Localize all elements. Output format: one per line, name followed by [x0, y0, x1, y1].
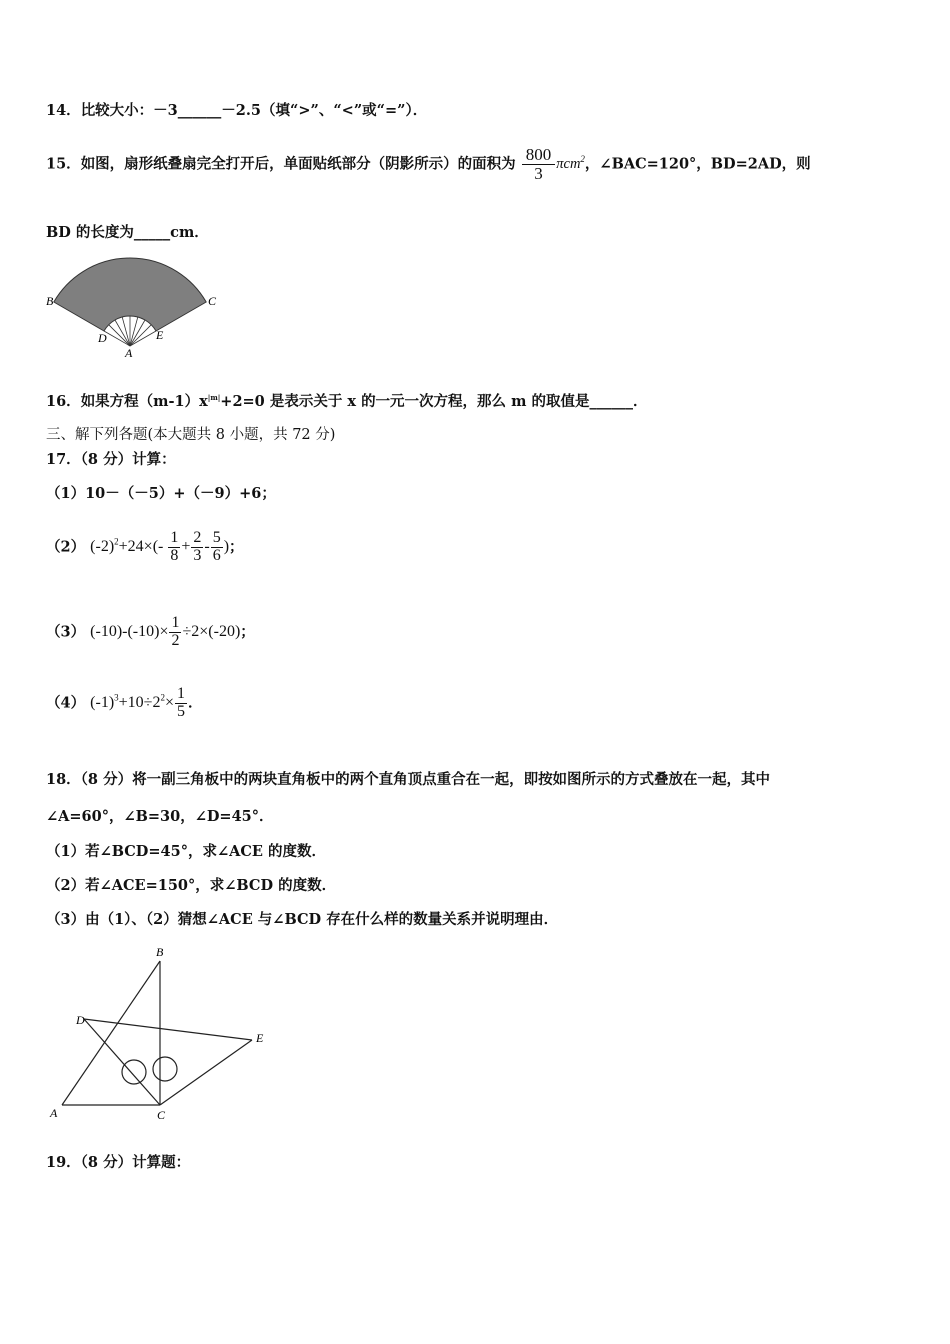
p3-fraction-den: 2 [171, 631, 180, 649]
part-2-label: （2） [46, 538, 86, 556]
p2-fraction-1-den: 8 [170, 546, 179, 564]
section-3-heading: 三、解下列各题(本大题共 8 小题，共 72 分) [46, 427, 336, 443]
p2-end: ； [229, 538, 244, 556]
question-15-text-a: 如图，扇形纸叠扇完全打开后，单面贴纸部分（阴影所示）的面积为 [80, 155, 516, 173]
p2-minus: - [204, 537, 210, 555]
fan-figure [44, 254, 224, 358]
triangle-label-e: E [256, 1031, 264, 1045]
p2-fraction-3-num: 5 [212, 529, 221, 546]
question-16 [46, 394, 648, 409]
question-17-part-2 [46, 530, 244, 565]
p2-fraction-2-num: 2 [193, 529, 202, 546]
p2-term-a: (-2) [90, 537, 115, 555]
question-15-number: 15． [46, 155, 81, 173]
segment-dc [84, 1019, 160, 1105]
segment-ab [62, 961, 160, 1105]
p2-fraction-1-num: 1 [170, 529, 179, 546]
p4-exponent-2: 2 [160, 692, 165, 703]
question-18-part-1: （1）若∠BCD=45°，求∠ACE 的度数． [46, 843, 326, 860]
area-fraction [522, 146, 556, 183]
question-18-part-3: （3）由（1）、（2）猜想∠ACE 与∠BCD 存在什么样的数量关系并说明理由． [46, 911, 559, 928]
fan-label-d: D [98, 331, 107, 345]
question-18-line-2: ∠A=60°，∠B=30，∠D=45°． [46, 808, 274, 825]
p3-term-a: (-10)-(-10)× [90, 622, 169, 640]
triangle-label-c: C [157, 1108, 166, 1122]
p4-term-b: +10÷2 [118, 693, 161, 711]
part-4-expression [90, 686, 188, 721]
angle-marker-left [122, 1060, 146, 1084]
p2-fraction-3-den: 6 [212, 546, 221, 564]
question-14 [46, 104, 427, 119]
question-18-part-2: （2）若∠ACE=150°，求∠BCD 的度数． [46, 877, 337, 894]
question-15-text-b: ，∠BAC=120°，BD=2AD，则 [584, 155, 811, 173]
p4-fraction-num: 1 [176, 685, 185, 702]
triangle-label-a: A [50, 1106, 58, 1120]
question-16-text-b: +2=0 是表示关于 x 的一元一次方程，那么 m 的取值是______． [220, 392, 648, 410]
p2-fraction-3 [211, 530, 223, 565]
p4-fraction [175, 686, 187, 721]
area-fraction-numerator: 800 [522, 146, 556, 165]
p4-fraction-den: 5 [176, 702, 185, 720]
p3-term-b: ÷2×(-20) [182, 622, 241, 640]
fan-label-e: E [156, 328, 164, 342]
triangle-label-d: D [76, 1013, 85, 1027]
question-17-part-1: （1）10－（－5）+（－9）+6； [46, 485, 276, 502]
question-14-text: 比较大小：－3______－2.5（填“>”、“<”或“=”）． [80, 102, 428, 119]
area-unit-exponent: 2 [580, 154, 585, 165]
segment-ce [160, 1040, 252, 1105]
angle-marker-right [153, 1057, 177, 1081]
question-16-text-a: 如果方程（m-1）x [80, 392, 208, 410]
part-2-expression [90, 530, 229, 565]
p4-term-a: (-1) [90, 693, 115, 711]
area-fraction-denominator: 3 [534, 163, 543, 183]
p2-exponent: 2 [114, 536, 119, 547]
question-19-title: 19．（8 分）计算题： [46, 1154, 191, 1171]
question-18-line-1: 18．（8 分）将一副三角板中的两块直角板中的两个直角顶点重合在一起，即按如图所示的方式叠放在一起，其中 [46, 771, 771, 788]
p3-fraction [169, 615, 181, 650]
fan-label-b: B [46, 294, 54, 308]
triangle-label-b: B [156, 945, 164, 959]
p3-end: ； [240, 623, 255, 641]
p2-fraction-2-den: 3 [193, 546, 202, 564]
question-15 [46, 146, 811, 183]
p2-term-b: +24×(- [118, 537, 164, 555]
p4-end: ． [187, 694, 203, 712]
area-unit [556, 156, 585, 172]
p2-close-paren: ) [223, 537, 230, 555]
question-17-title: 17．（8 分）计算： [46, 451, 176, 468]
p2-fraction-1 [168, 530, 180, 565]
p2-plus: + [181, 537, 191, 555]
segment-de [84, 1019, 252, 1040]
part-3-label: （3） [46, 623, 86, 641]
question-16-exponent: |m| [207, 393, 221, 402]
part-4-label: （4） [46, 694, 86, 712]
area-unit-text: πcm [556, 156, 581, 173]
p4-times: × [164, 693, 174, 711]
fan-label-c: C [208, 294, 217, 308]
p2-fraction-2 [191, 530, 203, 565]
triangles-figure [46, 942, 276, 1124]
question-14-number: 14． [46, 102, 81, 119]
question-15-line-2: BD 的长度为_____cm． [46, 224, 209, 241]
p4-exponent-1: 3 [114, 692, 119, 703]
fan-label-a: A [125, 346, 133, 358]
question-16-number: 16． [46, 392, 81, 410]
question-17-part-3 [46, 615, 255, 650]
part-3-expression [90, 615, 240, 650]
question-17-part-4 [46, 686, 202, 721]
p3-fraction-num: 1 [171, 614, 180, 631]
